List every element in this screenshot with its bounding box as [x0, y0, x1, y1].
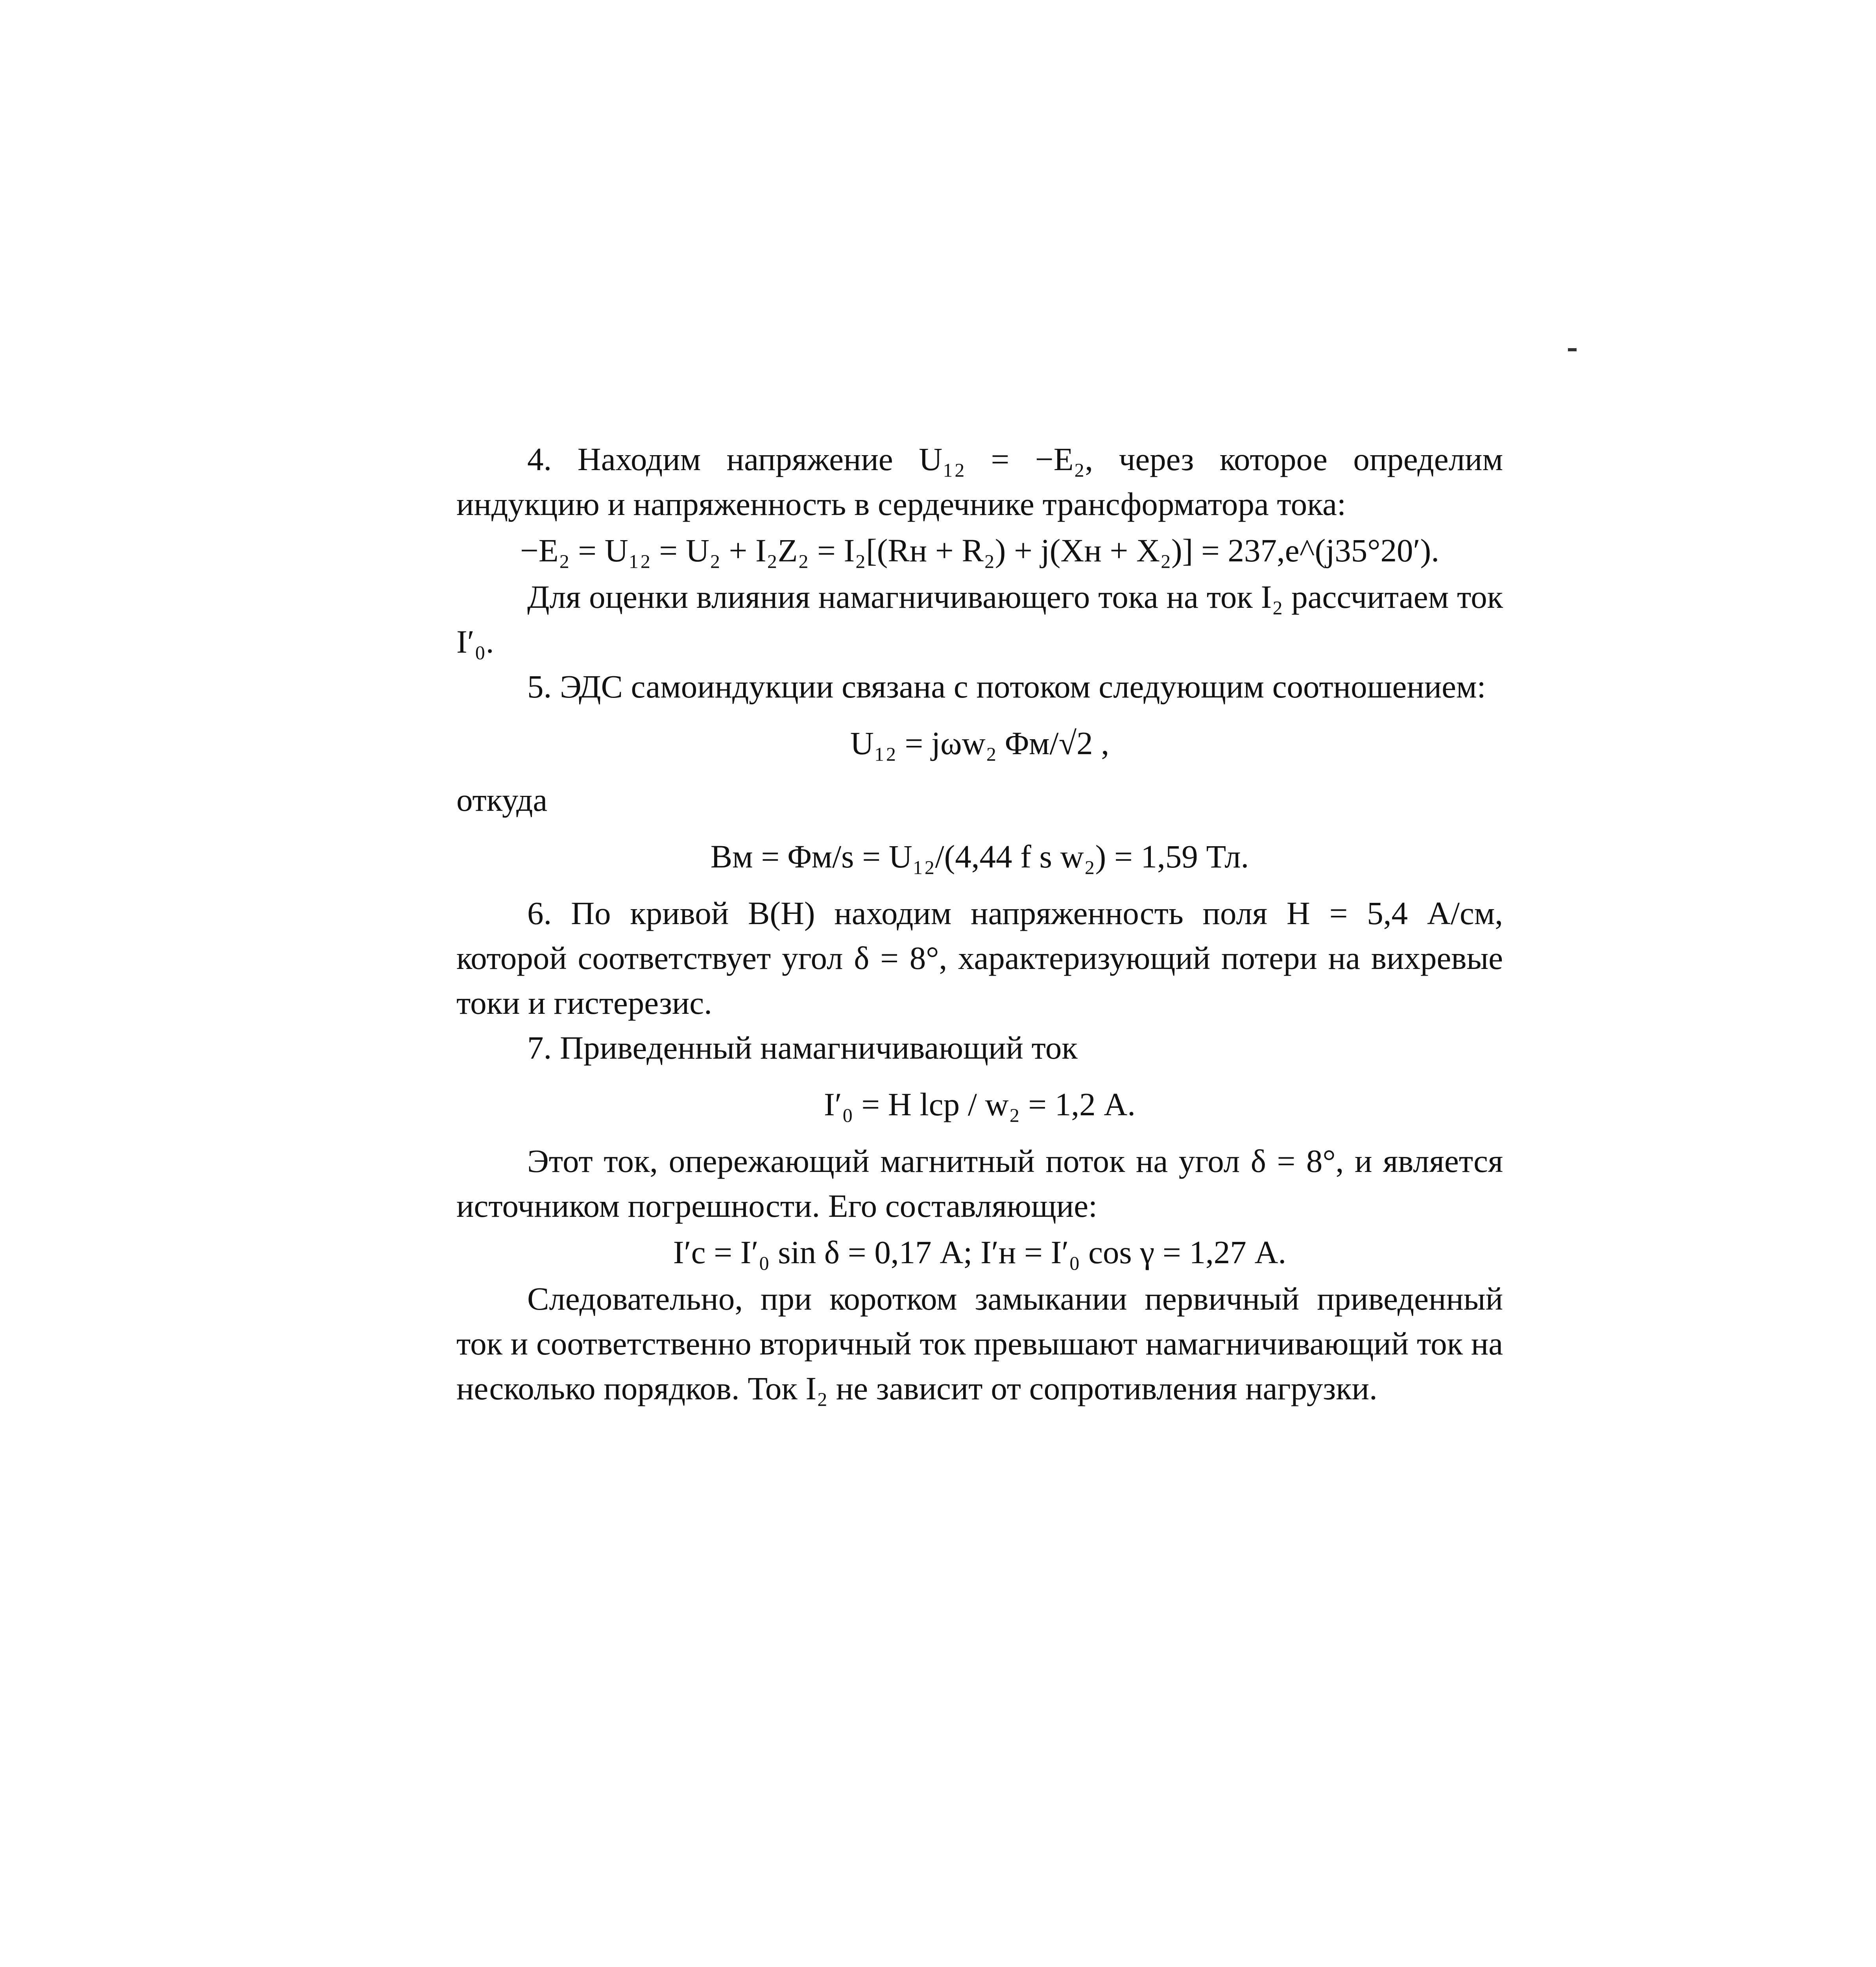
paragraph-step-6: 6. По кривой B(H) находим напряженность поля H = 5,4 А/см, которой соответствует угол δ = 8°, характеризующий потери на вихревые токи и гистерезис.: [456, 895, 1503, 1021]
equation-bm: [456, 834, 1503, 879]
equation-e2: [456, 528, 1503, 573]
paragraph-whence: откуда: [456, 782, 548, 818]
paragraph-conclusion: Следовательно, при коротком замыкании первичный приведенный ток и соответственно вторичный ток превышают намагничивающий ток на несколько порядков. Ток I₂ не зависит от сопротивления нагрузки.: [456, 1281, 1503, 1406]
paragraph-step-4: 4. Находим напряжение U₁₂ = −E₂, через которое определим индукцию и напряженность в сердечнике трансформатора тока:: [456, 441, 1503, 522]
paragraph-magnetizing-estimate: Для оценки влияния намагничивающего тока на ток I₂ рассчитаем ток I′₀.: [456, 579, 1503, 660]
document-body: [456, 437, 1503, 1411]
equation-u12: [456, 721, 1503, 766]
page-mark: [1568, 348, 1577, 351]
paragraph-step-5: 5. ЭДС самоиндукции связана с потоком следующим соотношением:: [527, 668, 1486, 705]
equation-e2-text: −E₂ = U₁₂ = U₂ + I₂Z₂ = I₂[(Rн + R₂) + j(Xн + X₂)] = 237,e^(j35°20′).: [520, 532, 1440, 568]
equation-bm-text: Bм = Φм/s = U₁₂/(4,44 f s w₂) = 1,59 Тл.: [710, 838, 1249, 875]
equation-i0: [456, 1082, 1503, 1127]
equation-components: [456, 1230, 1503, 1275]
equation-u12-text: U₁₂ = jωw₂ Φм/√2 ,: [850, 725, 1110, 761]
paragraph-step-7: 7. Приведенный намагничивающий ток: [527, 1030, 1078, 1066]
equation-components-text: I′с = I′₀ sin δ = 0,17 А; I′н = I′₀ cos γ = 1,27 А.: [673, 1234, 1287, 1270]
equation-i0-text: I′₀ = H lср / w₂ = 1,2 А.: [824, 1086, 1136, 1122]
paragraph-error-source: Этот ток, опережающий магнитный поток на угол δ = 8°, и является источником погрешности. Его составляющие:: [456, 1143, 1503, 1224]
